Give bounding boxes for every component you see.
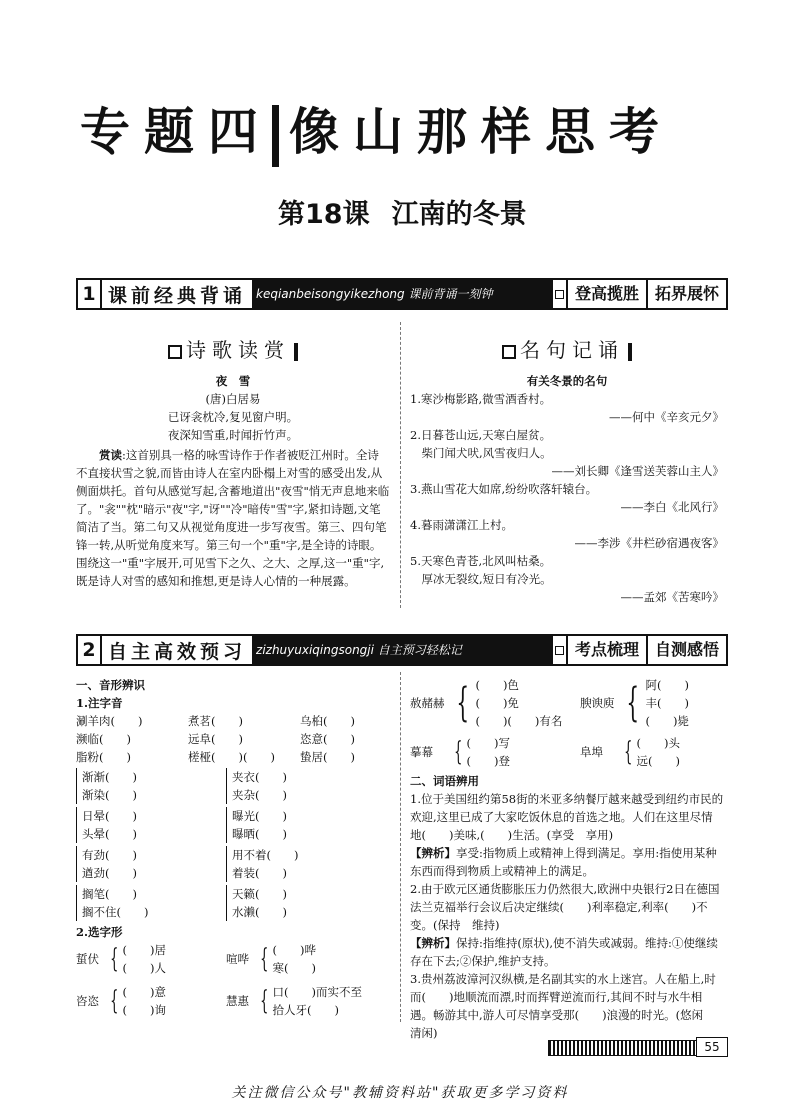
glyph-blank: 远( ): [636, 754, 681, 768]
square-icon: [555, 290, 564, 299]
glyph-group: [76, 983, 226, 1019]
glyph-blank: ( )头: [636, 736, 681, 750]
section-heading: 一、音形辨识: [76, 678, 145, 692]
subheading: 1.注字音: [76, 696, 123, 710]
lesson-heading: [278, 192, 527, 231]
glyph-blank: ( )询: [122, 1003, 167, 1017]
brace-icon: {: [110, 944, 119, 974]
pair-line: 用不着( ): [232, 848, 299, 862]
brace-icon: {: [260, 986, 269, 1016]
analysis: [410, 934, 724, 970]
glyph-blank: 阿( ): [645, 678, 689, 692]
pair-line: 着装( ): [232, 866, 287, 880]
glyph-blank: ( )毙: [645, 714, 689, 728]
poem-line: 夜深知雪重,时闻折竹声。: [167, 428, 299, 442]
glyph-blank: ( )人: [122, 961, 167, 975]
pair-item: [226, 768, 376, 804]
pair-line: 渐渐( ): [82, 770, 137, 784]
brace-icon: {: [626, 680, 640, 726]
section-tag: 自测感悟: [646, 636, 726, 664]
analysis-label: 【辨析】: [410, 846, 456, 860]
pair-line: 曝晒( ): [232, 827, 287, 841]
pair-item: [76, 846, 226, 882]
poem-block: [76, 372, 390, 590]
topic-heading: [80, 92, 673, 167]
glyph-blank: 口( )而实不至: [272, 985, 363, 999]
quotes-block: [410, 372, 724, 606]
glyph-blank: ( )意: [122, 985, 167, 999]
section-tag: 登高揽胜: [566, 280, 646, 308]
poem-author: (唐)白居易: [205, 392, 261, 406]
glyph-group: [410, 676, 580, 730]
glyph-group: [410, 734, 580, 770]
poem-heading: [168, 334, 298, 363]
poem-title: 夜 雪: [215, 374, 251, 388]
lesson-title: 江南的冬景: [391, 199, 527, 230]
quote-item: [410, 552, 724, 606]
pair-line: 遒劲( ): [82, 866, 137, 880]
brace-icon: {: [260, 944, 269, 974]
glyph-group: [580, 676, 724, 730]
appreciation: [76, 446, 390, 590]
quotes-heading-text: 名句记诵: [520, 338, 624, 362]
lesson-number: 第18课: [278, 199, 370, 230]
pair-item: [76, 885, 226, 921]
quote-line: 厚冰无裂纹,短日有冷光。: [421, 572, 552, 586]
pair-grid: [76, 768, 396, 921]
glyph-chars: 阜埠: [580, 745, 603, 759]
glyph-grid: [76, 941, 396, 1019]
glyph-group: [76, 941, 226, 977]
glyph-blank: ( )免: [475, 696, 519, 710]
glyph-blank: 寒( ): [272, 961, 317, 975]
glyph-grid-right: [410, 676, 724, 770]
glyph-blank: ( )哗: [272, 943, 317, 957]
glyph-blank: ( )写: [466, 736, 511, 750]
quote-source: ——李涉《井栏砂宿遇夜客》: [574, 536, 724, 550]
pair-item: [226, 885, 376, 921]
quote-source: ——李白《北风行》: [620, 500, 724, 514]
topic-number: 专题四: [80, 103, 272, 161]
quote-item: [410, 426, 724, 480]
poem-line: 已讶衾枕冷,复见窗户明。: [167, 410, 299, 424]
section-name: 课前经典背诵: [108, 284, 247, 307]
pinyin-item: 恣意( ): [300, 732, 355, 746]
pinyin-item: 槎桠( )( ): [188, 750, 275, 764]
pair-line: 有劲( ): [82, 848, 137, 862]
glyph-group: [226, 983, 396, 1019]
glyph-chars: 腴谀庾: [580, 696, 615, 710]
column-divider: [400, 672, 401, 1022]
quote-source: ——孟郊《苦寒吟》: [620, 590, 724, 604]
analysis-text: 保持:指维持(原状),使不消失或减弱。维持:①使继续存在下去;②保护,维护支持。: [410, 936, 718, 968]
topic-title: 像山那样思考: [289, 103, 673, 161]
pair-line: 夹衣( ): [232, 770, 287, 784]
quote-item: [410, 390, 724, 426]
pair-item: [226, 807, 376, 843]
pair-line: 头晕( ): [82, 827, 137, 841]
pinyin-item: 煮茗( ): [188, 714, 243, 728]
glyph-chars: 咨恣: [76, 994, 99, 1008]
question: 3.贵州荔波漳河汉纵横,是名副其实的水上迷宫。人在船上,时而( )地顺流而漂,时而挥臂逆流而行,其间不时与水牛相遇。畅游其中,游人可尽情享受那( )浪漫的时光。(悠闲 清闲): [410, 972, 716, 1040]
quote-line: 1.寒沙梅影路,微雪酒香村。: [410, 392, 552, 406]
quotes-title: 有关冬景的名句: [526, 374, 608, 388]
section-band-1: [76, 278, 728, 310]
pair-line: 夹杂( ): [232, 788, 287, 802]
quote-line: 2.日暮苍山远,天寒白屋贫。: [410, 428, 552, 442]
glyph-blank: 丰( ): [645, 696, 689, 710]
glyph-group: [580, 734, 724, 770]
section-name: 自主高效预习: [108, 640, 247, 663]
left-exercises: [76, 676, 396, 1019]
pinyin-item: 濒临( ): [76, 732, 131, 746]
pinyin-item: 涮羊肉( ): [76, 714, 143, 728]
marker-icon: [502, 345, 516, 359]
poem-heading-text: 诗歌读赏: [186, 338, 290, 362]
pinyin-item: 乌桕( ): [300, 714, 355, 728]
appreciation-text: :这首别具一格的咏雪诗作于作者被贬江州时。全诗不直接状雪之貌,而皆由诗人在室内卧榻上对雪的感受出发,从侧面烘托。首句从感觉写起,含蓄地道出"夜雪"悄无声息地来临了。"衾""枕"暗示"夜"字,"讶""冷"暗传"雪"字,紧扣诗题,文笔简洁了当。第二句又从视觉角度进一步写夜雪。第三、四句笔锋一转,从听觉角度来写。第三句一个"重"字,是全诗的诗眼。围绕这一"重"字展开,可见雪下之久、之大、之厚,这一"重"字,既是诗人对雪的感知和推想,更是诗人心情的一种展露。: [76, 448, 390, 588]
bar-icon: [628, 343, 632, 361]
question: 2.由于欧元区通货膨胀压力仍然很大,欧洲中央银行2日在德国法兰克福举行会议后决定继续( )利率稳定,利率( )不变。(保持 维持): [410, 882, 720, 932]
quote-source: ——刘长卿《逢雪送芙蓉山主人》: [551, 464, 724, 478]
quote-line: 5.天寒色青苍,北风叫枯桑。: [410, 554, 552, 568]
title-separator: [272, 105, 279, 167]
glyph-chars: 慧惠: [226, 994, 249, 1008]
glyph-chars: 赦赭赫: [410, 696, 445, 710]
glyph-blank: ( )登: [466, 754, 511, 768]
pinyin-grid: [76, 712, 396, 766]
section-heading: 二、词语辨用: [410, 774, 479, 788]
section-tag: 考点梳理: [566, 636, 646, 664]
pair-line: 曝光( ): [232, 809, 287, 823]
question: 1.位于美国纽约第58街的米亚多纳餐厅越来越受到纽约市民的欢迎,这里已成了大家吃饭休息的首选之地。人们在这里尽情地( )美味,( )生活。(享受 享用): [410, 792, 724, 842]
quote-source: ——何中《辛亥元夕》: [609, 410, 724, 424]
appreciation-label: 赏读: [99, 448, 122, 462]
section-number: 2: [78, 636, 102, 664]
pair-line: 天籁( ): [232, 887, 287, 901]
bar-icon: [294, 343, 298, 361]
brace-icon: {: [624, 737, 633, 767]
analysis: [410, 844, 724, 880]
glyph-blank: ( )居: [122, 943, 167, 957]
section-band-2: [76, 634, 728, 666]
square-icon: [555, 646, 564, 655]
glyph-chars: 蜇伏: [76, 952, 99, 966]
section-tag: 拓界展怀: [646, 280, 726, 308]
glyph-chars: 喧哗: [226, 952, 249, 966]
footer-note: 关注微信公众号"教辅资料站"获取更多学习资料: [231, 1085, 569, 1101]
section-pinyin: keqianbeisongyikezhong 课前背诵一刻钟: [252, 280, 553, 308]
quote-item: [410, 480, 724, 516]
pair-item: [76, 807, 226, 843]
pair-line: 搁笔( ): [82, 887, 137, 901]
pinyin-item: 脂粉( ): [76, 750, 131, 764]
analysis-label: 【辨析】: [410, 936, 456, 950]
right-exercises: [410, 676, 724, 1042]
pinyin-item: 蛰居( ): [300, 750, 355, 764]
glyph-group: [226, 941, 396, 977]
quote-item: [410, 516, 724, 552]
glyph-blank: ( )色: [475, 678, 519, 692]
pair-item: [226, 846, 376, 882]
quote-line: 3.燕山雪花大如席,纷纷吹落轩辕台。: [410, 482, 598, 496]
glyph-blank: ( )( )有名: [475, 714, 563, 728]
pair-item: [76, 768, 226, 804]
brace-icon: {: [454, 737, 463, 767]
pair-line: 日晕( ): [82, 809, 137, 823]
analysis-text: 享受:指物质上或精神上得到满足。享用:指使用某种东西而得到物质上或精神上的满足。: [410, 846, 717, 878]
glyph-chars: 摹幕: [410, 745, 433, 759]
brace-icon: {: [110, 986, 119, 1016]
pinyin-item: 远阜( ): [188, 732, 243, 746]
quote-line: 4.暮雨潇潇江上村。: [410, 518, 513, 532]
quote-line: 柴门闻犬吠,风雪夜归人。: [421, 446, 552, 460]
brace-icon: {: [456, 680, 470, 726]
column-divider: [400, 322, 401, 608]
section-pinyin: zizhuyuxiqingsongji 自主预习轻松记: [252, 636, 553, 664]
pair-line: 搁不住( ): [82, 905, 149, 919]
section-number: 1: [78, 280, 102, 308]
quotes-heading: [502, 334, 632, 363]
pair-line: 水濑( ): [232, 905, 287, 919]
marker-icon: [168, 345, 182, 359]
glyph-blank: 拾人牙( ): [272, 1003, 340, 1017]
page-number: 55: [696, 1037, 728, 1057]
subheading: 2.选字形: [76, 925, 123, 939]
pair-line: 渐染( ): [82, 788, 137, 802]
